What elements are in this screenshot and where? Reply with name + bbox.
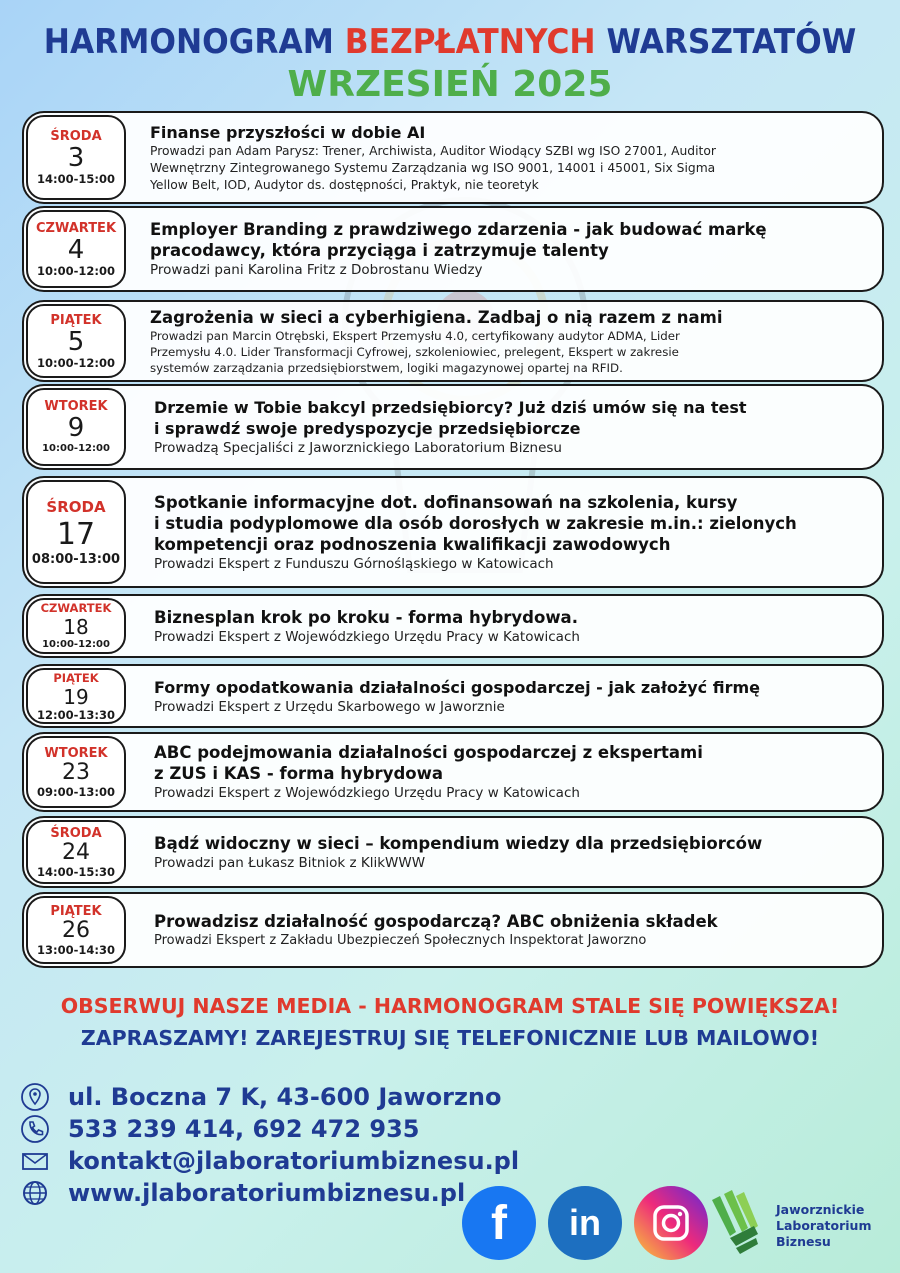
event-details: Przemysłu 4.0. Lider Transformacji Cyfrowej, szkoleniowiec, prelegent, Ekspert w zakresie xyxy=(150,344,679,359)
location-pin-icon xyxy=(20,1082,50,1112)
envelope-icon xyxy=(20,1146,50,1176)
event-title: pracodawcy, która przyciąga i zatrzymuje talenty xyxy=(150,241,609,260)
event-details: Prowadzą Specjaliści z Jaworznickiego Laboratorium Biznesu xyxy=(154,440,562,456)
globe-icon xyxy=(20,1178,50,1208)
event-date: 24 xyxy=(62,839,90,865)
event-title: Zagrożenia w sieci a cyberhigiena. Zadbaj o nią razem z nami xyxy=(150,307,723,327)
facebook-icon[interactable]: f xyxy=(462,1186,536,1260)
event-date: 23 xyxy=(62,759,90,785)
event-day: ŚRODA xyxy=(50,129,102,144)
event-time: 08:00-13:00 xyxy=(31,552,121,567)
event-title: Prowadzisz działalność gospodarczą? ABC obniżenia składek xyxy=(154,911,718,931)
event-details: Wewnętrzny Zintegrowanego Systemu Zarządzania wg ISO 9001, 14001 i 45001, Six Sigma xyxy=(150,160,716,175)
footer-media-note: OBSERWUJ NASZE MEDIA - HARMONOGRAM STALE SIĘ POWIĘKSZA! xyxy=(60,994,840,1018)
date-box xyxy=(26,115,126,200)
lab-logo-text: Jaworznickie Laboratorium Biznesu xyxy=(776,1202,872,1249)
email-link[interactable]: kontakt@jlaboratoriumbiznesu.pl xyxy=(68,1147,520,1175)
event-day: PIĄTEK xyxy=(50,903,102,919)
event-details: systemów zarządzania przedsiębiorstwem, logiki magazynowej opartej na RFID. xyxy=(150,360,623,375)
event-details: Prowadzi pani Karolina Fritz z Dobrostanu Wiedzy xyxy=(150,262,483,278)
date-box xyxy=(26,388,126,466)
event-day: CZWARTEK xyxy=(40,600,112,615)
event-title: Drzemie w Tobie bakcyl przedsiębiorcy? Już dziś umów się na test xyxy=(154,398,747,417)
event-title: i sprawdź swoje predyspozycje przedsiębiorcze xyxy=(154,419,581,438)
event-date: 4 xyxy=(67,234,85,265)
event-time: 09:00-13:00 xyxy=(37,784,115,799)
event-date: 19 xyxy=(63,684,89,709)
website-link[interactable]: www.jlaboratoriumbiznesu.pl xyxy=(68,1179,466,1207)
event-row xyxy=(22,892,884,968)
event-row xyxy=(22,594,884,658)
event-title: Formy opodatkowania działalności gospodarczej - jak założyć firmę xyxy=(154,677,760,697)
event-title: z ZUS i KAS - forma hybrydowa xyxy=(154,764,443,783)
event-day: PIĄTEK xyxy=(53,670,99,685)
date-box xyxy=(26,820,126,884)
instagram-glyph xyxy=(651,1203,691,1243)
event-day: PIĄTEK xyxy=(50,312,102,328)
event-details: Prowadzi Ekspert z Wojewódzkiego Urzędu Pracy w Katowicach xyxy=(154,785,580,801)
event-row xyxy=(22,732,884,812)
event-title: ABC podejmowania działalności gospodarczej z ekspertami xyxy=(154,743,703,762)
event-time: 10:00-12:00 xyxy=(37,355,115,370)
date-box xyxy=(26,896,126,964)
contact-address xyxy=(20,1082,502,1112)
linkedin-icon[interactable]: in xyxy=(548,1186,622,1260)
date-box xyxy=(26,210,126,288)
event-row xyxy=(22,206,884,292)
event-details: Prowadzi pan Łukasz Bitniok z KlikWWW xyxy=(154,854,426,871)
event-date: 3 xyxy=(67,143,85,173)
phone-text[interactable]: 533 239 414, 692 472 935 xyxy=(68,1115,420,1143)
address-text: ul. Boczna 7 K, 43-600 Jaworzno xyxy=(68,1083,502,1111)
event-details: Prowadzi pan Marcin Otrębski, Ekspert Przemysłu 4.0, certyfikowany audytor ADMA, Lider xyxy=(150,328,680,343)
contact-website xyxy=(20,1178,465,1208)
event-title: Spotkanie informacyjne dot. dofinansowań na szkolenia, kursy xyxy=(154,492,738,512)
date-box xyxy=(26,304,126,378)
event-time: 14:00-15:00 xyxy=(37,172,115,186)
event-date: 17 xyxy=(56,517,96,552)
instagram-icon[interactable] xyxy=(634,1186,708,1260)
page-title: HARMONOGRAM BEZPŁATNYCH WARSZTATÓW xyxy=(43,22,857,62)
event-time: 12:00-13:30 xyxy=(37,707,115,722)
date-box xyxy=(26,736,126,808)
page-subtitle: WRZESIEŃ 2025 xyxy=(287,64,613,105)
event-title: kompetencji oraz podnoszenia kwalifikacji zawodowych xyxy=(154,534,671,554)
event-day: ŚRODA xyxy=(50,825,102,841)
event-date: 9 xyxy=(67,412,85,443)
event-day: ŚRODA xyxy=(46,498,106,516)
event-row xyxy=(22,300,884,382)
event-details: Prowadzi Ekspert z Urzędu Skarbowego w Jaworznie xyxy=(154,698,505,715)
phone-icon xyxy=(20,1114,50,1144)
date-box xyxy=(26,598,126,654)
event-date: 5 xyxy=(67,326,85,357)
event-details: Prowadzi Ekspert z Funduszu Górnośląskiego w Katowicach xyxy=(154,555,554,572)
event-day: WTOREK xyxy=(44,398,108,414)
event-day: WTOREK xyxy=(44,745,108,761)
event-details: Prowadzi Ekspert z Wojewódzkiego Urzędu Pracy w Katowicach xyxy=(154,628,580,645)
event-details: Prowadzi Ekspert z Zakładu Ubezpieczeń Społecznych Inspektorat Jaworzno xyxy=(154,932,647,948)
event-details: Yellow Belt, IOD, Audytor ds. dostępności, Praktyk, nie teoretyk xyxy=(150,177,539,192)
event-time: 10:00-12:00 xyxy=(37,263,115,278)
event-row xyxy=(22,384,884,470)
event-date: 26 xyxy=(62,917,90,943)
event-day: CZWARTEK xyxy=(35,220,117,236)
event-time: 13:00-14:30 xyxy=(37,942,115,957)
event-time: 14:00-15:30 xyxy=(37,864,115,879)
date-box xyxy=(26,480,126,584)
event-title: Employer Branding z prawdziwego zdarzenia - jak budować markę xyxy=(150,220,767,239)
event-details: Prowadzi pan Adam Parysz: Trener, Archiwista, Auditor Wiodący SZBI wg ISO 27001, Auditor xyxy=(150,143,716,158)
lab-logo-icon xyxy=(706,1186,772,1260)
event-title: i studia podyplomowe dla osób dorosłych w zakresie m.in.: zielonych xyxy=(154,513,797,533)
event-title: Finanse przyszłości w dobie AI xyxy=(150,122,426,142)
event-row xyxy=(22,664,884,728)
event-row xyxy=(22,111,884,204)
event-time: 10:00-12:00 xyxy=(42,442,110,454)
contact-email xyxy=(20,1146,519,1176)
contact-phone xyxy=(20,1114,419,1144)
event-date: 18 xyxy=(63,614,89,639)
date-box xyxy=(26,668,126,724)
event-title: Biznesplan krok po kroku - forma hybrydowa. xyxy=(154,607,578,627)
footer-register-note: ZAPRASZAMY! ZAREJESTRUJ SIĘ TELEFONICZNIE LUB MAILOWO! xyxy=(80,1026,820,1050)
event-row xyxy=(22,476,884,588)
event-row xyxy=(22,816,884,888)
event-title: Bądź widoczny w sieci – kompendium wiedzy dla przedsiębiorców xyxy=(154,833,763,853)
event-time: 10:00-12:00 xyxy=(42,638,110,650)
